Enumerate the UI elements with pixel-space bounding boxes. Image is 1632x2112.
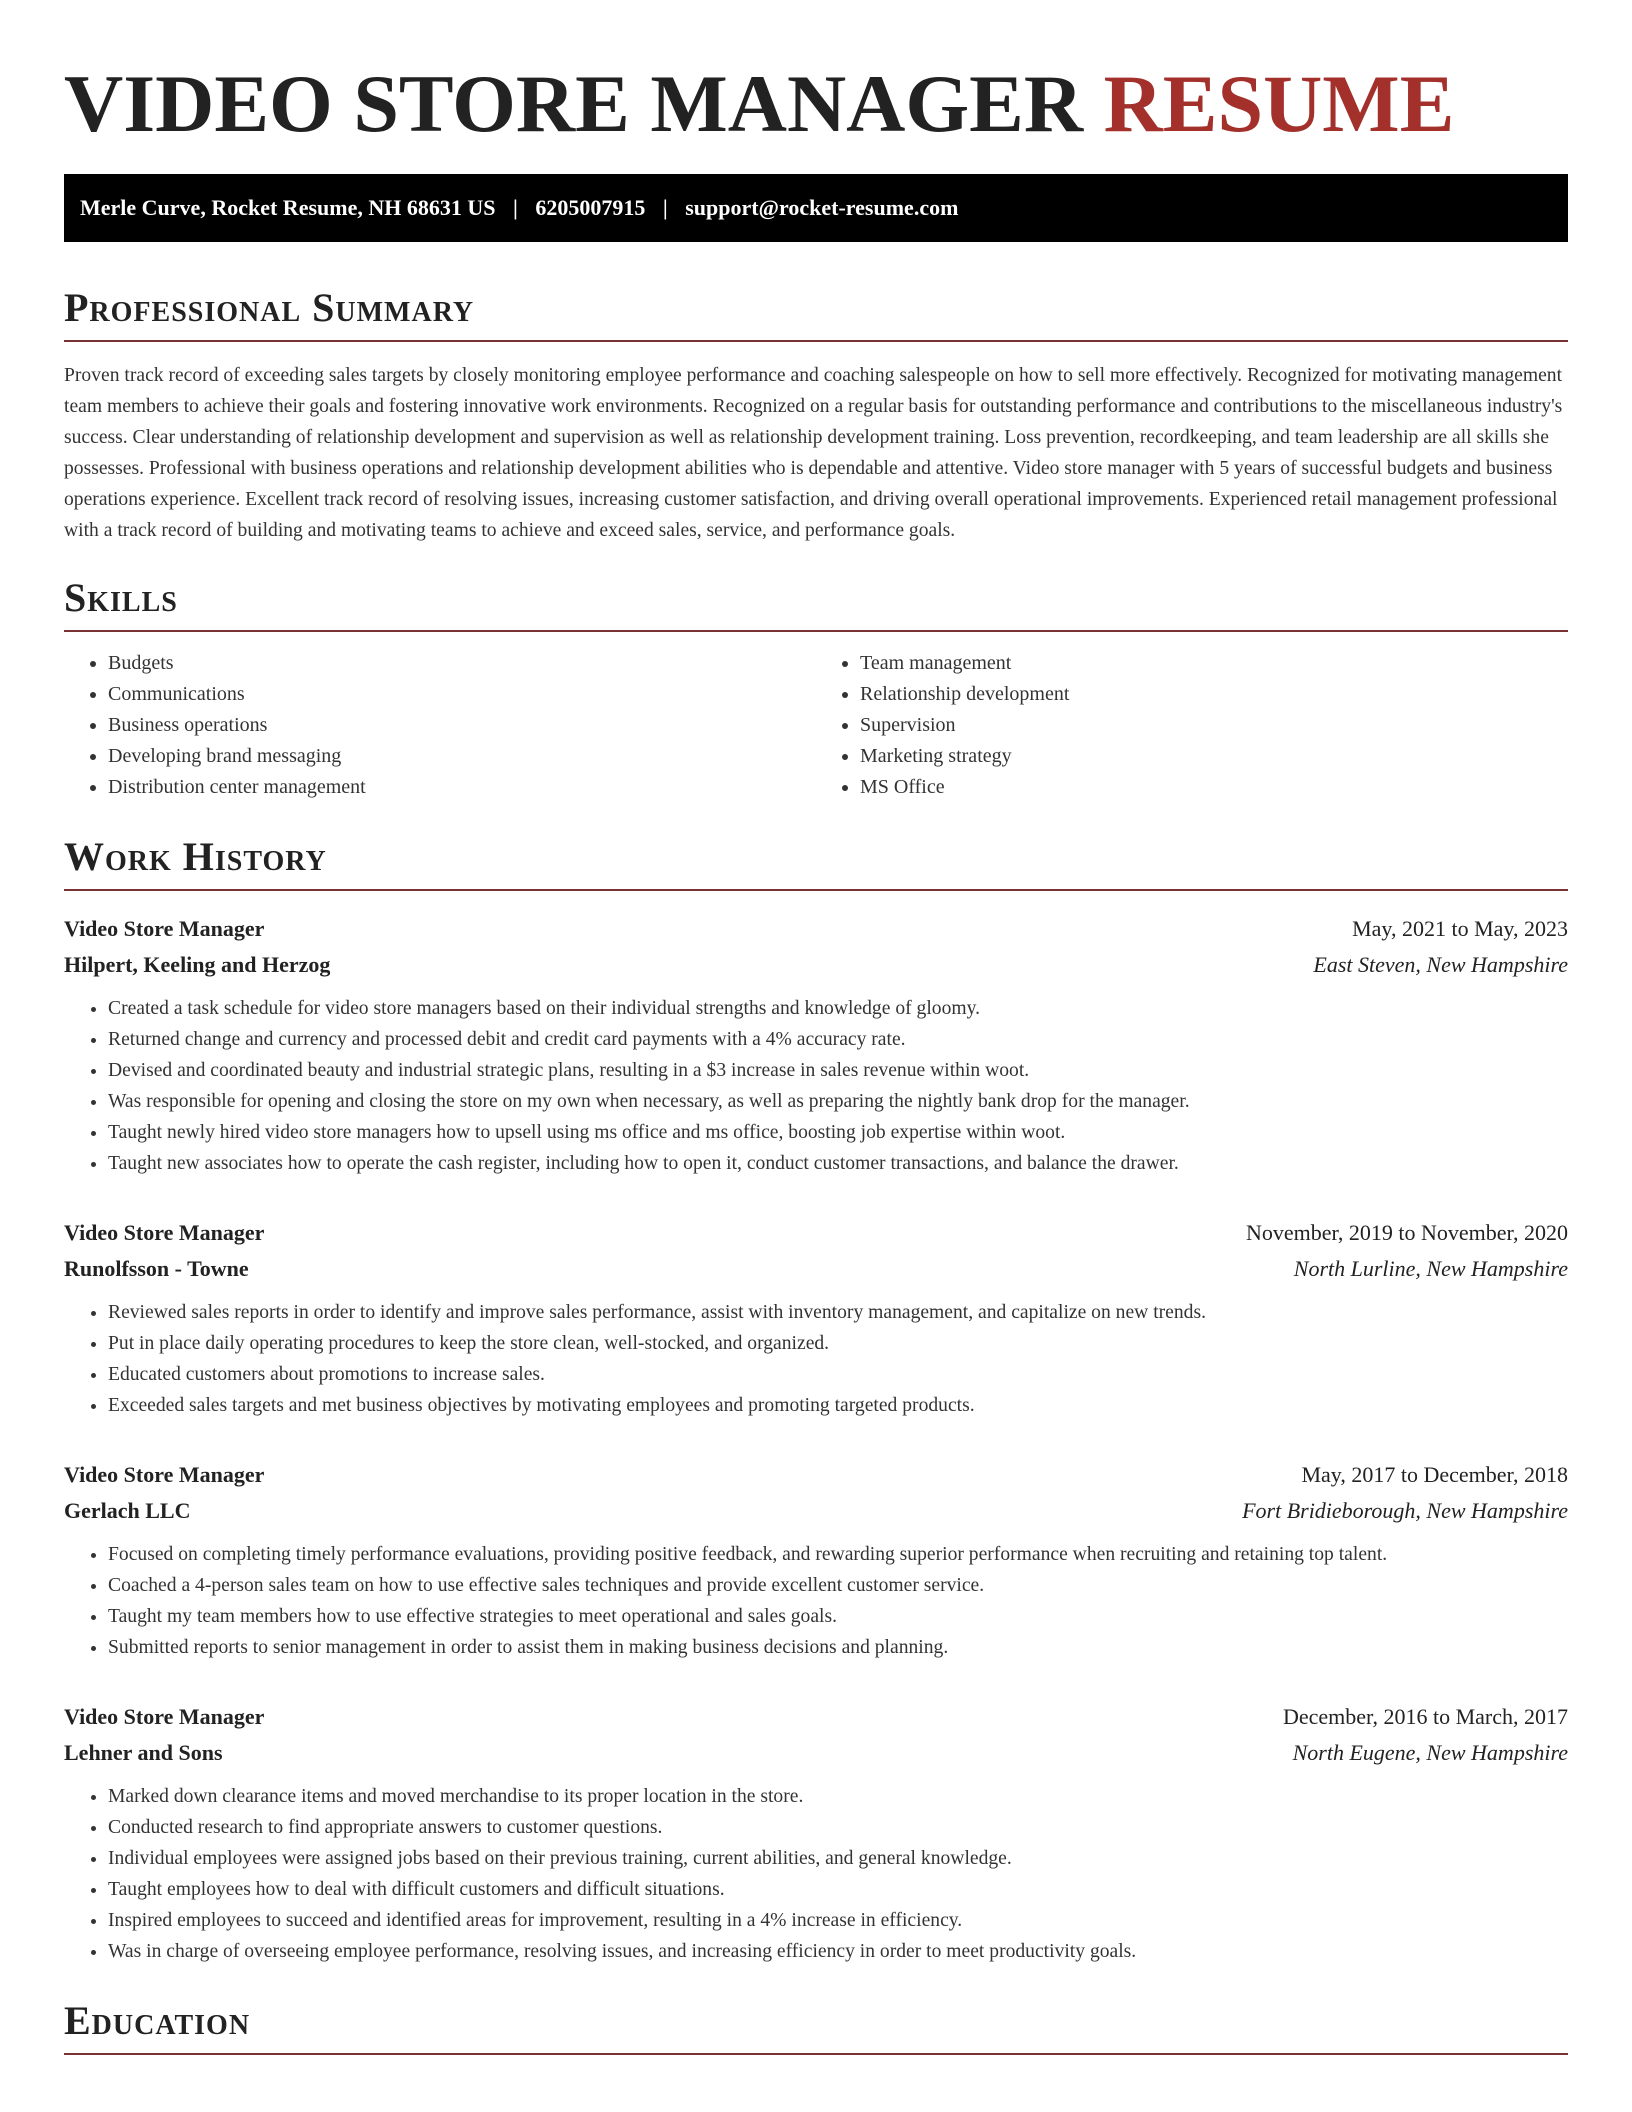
job-bullet: • Exceeded sales targets and met business objectives by motivating employees and promoting targeted products. [108, 1390, 1568, 1421]
job-header-row [64, 1699, 1568, 1735]
job-entry [64, 911, 1568, 1179]
skill-item: • Marketing strategy [860, 741, 1568, 772]
job-bullet: • Taught newly hired video store managers how to upsell using ms office and ms office, boosting job expertise within woot. [108, 1117, 1568, 1148]
contact-email: support@rocket-resume.com [685, 195, 959, 220]
job-entry [64, 1215, 1568, 1421]
job-entry [64, 1699, 1568, 1967]
job-role: Video Store Manager [64, 1220, 265, 1245]
skill-item: • Supervision [860, 710, 1568, 741]
job-entry [64, 1457, 1568, 1663]
title-accent: RESUME [1103, 58, 1455, 149]
contact-phone: 6205007915 [535, 195, 646, 220]
job-bullet: • Focused on completing timely performance evaluations, providing positive feedback, and rewarding superior performance when recruiting and retaining top talent. [108, 1539, 1568, 1570]
skills-column-left [64, 648, 816, 803]
skill-item: • Budgets [108, 648, 816, 679]
job-header-row [64, 1215, 1568, 1251]
job-bullet: • Conducted research to find appropriate answers to customer questions. [108, 1812, 1568, 1843]
job-location: North Lurline, New Hampshire [1293, 1256, 1568, 1281]
job-bullet: • Created a task schedule for video store managers based on their individual strengths and knowledge of gloomy. [108, 993, 1568, 1024]
title-main: VIDEO STORE MANAGER [64, 58, 1084, 149]
job-bullets [64, 1781, 1568, 1967]
job-bullet: • Coached a 4-person sales team on how to use effective sales techniques and provide excellent customer service. [108, 1570, 1568, 1601]
skill-item: • Communications [108, 679, 816, 710]
job-bullets [64, 1539, 1568, 1663]
job-company: Gerlach LLC [64, 1498, 191, 1523]
work-history-heading: Work History [64, 833, 1568, 891]
contact-bar [64, 174, 1568, 242]
job-bullets [64, 993, 1568, 1179]
job-location: North Eugene, New Hampshire [1292, 1740, 1568, 1765]
job-bullet: • Taught new associates how to operate the cash register, including how to open it, conduct customer transactions, and balance the drawer. [108, 1148, 1568, 1179]
skill-item: • Relationship development [860, 679, 1568, 710]
job-bullet: • Put in place daily operating procedures to keep the store clean, well-stocked, and organized. [108, 1328, 1568, 1359]
contact-address: Merle Curve, Rocket Resume, NH 68631 US [80, 195, 496, 220]
job-bullet: • Was in charge of overseeing employee performance, resolving issues, and increasing efficiency in order to meet productivity goals. [108, 1936, 1568, 1967]
education-heading: Education [64, 1997, 1568, 2055]
job-bullet: • Individual employees were assigned jobs based on their previous training, current abilities, and general knowledge. [108, 1843, 1568, 1874]
job-header-row [64, 1457, 1568, 1493]
job-bullet: • Taught my team members how to use effective strategies to meet operational and sales goals. [108, 1601, 1568, 1632]
skills-column-right [816, 648, 1568, 803]
skill-item: • Business operations [108, 710, 816, 741]
summary-heading: Professional Summary [64, 284, 1568, 342]
job-dates: December, 2016 to March, 2017 [1282, 1704, 1568, 1729]
contact-separator: | [512, 195, 518, 220]
job-bullet: • Marked down clearance items and moved merchandise to its proper location in the store. [108, 1781, 1568, 1812]
skill-item: • Team management [860, 648, 1568, 679]
job-bullet: • Devised and coordinated beauty and industrial strategic plans, resulting in a $3 increase in sales revenue within woot. [108, 1055, 1568, 1086]
job-bullet: • Reviewed sales reports in order to identify and improve sales performance, assist with inventory management, and capitalize on new trends. [108, 1297, 1568, 1328]
summary-text: Proven track record of exceeding sales targets by closely monitoring employee performance and coaching salespeople on how to sell more effectively. Recognized for motivating management team members to achieve their goals and fostering innovative work environments. Recognized on a regular basis for outstanding performance and contributions to the miscellaneous industry's success. Clear understanding of relationship development and supervision as well as relationship development training. Loss prevention, recordkeeping, and team leadership are all skills she possesses. Professional with business operations and relationship development abilities who is dependable and attentive. Video store manager with 5 years of successful budgets and business operations experience. Excellent track record of resolving issues, increasing customer satisfaction, and driving overall operational improvements. Experienced retail management professional with a track record of building and motivating teams to achieve and exceed sales, service, and performance goals. [64, 365, 1563, 541]
job-company-row [64, 1735, 1568, 1771]
job-company-row [64, 1493, 1568, 1529]
job-bullet: • Inspired employees to succeed and identified areas for improvement, resulting in a 4% increase in efficiency. [108, 1905, 1568, 1936]
job-bullets [64, 1297, 1568, 1421]
skill-item: • MS Office [860, 772, 1568, 803]
skill-item: • Developing brand messaging [108, 741, 816, 772]
job-company: Runolfsson - Towne [64, 1256, 249, 1281]
job-bullet: • Returned change and currency and processed debit and credit card payments with a 4% accuracy rate. [108, 1024, 1568, 1055]
job-dates: May, 2017 to December, 2018 [1301, 1462, 1568, 1487]
job-dates: November, 2019 to November, 2020 [1245, 1220, 1568, 1245]
skills-heading: Skills [64, 574, 1568, 632]
job-role: Video Store Manager [64, 1462, 265, 1487]
resume-title [64, 0, 1568, 150]
job-role: Video Store Manager [64, 1704, 265, 1729]
job-location: Fort Bridieborough, New Hampshire [1242, 1498, 1568, 1523]
skill-item: • Distribution center management [108, 772, 816, 803]
job-bullet: • Educated customers about promotions to increase sales. [108, 1359, 1568, 1390]
job-location: East Steven, New Hampshire [1313, 952, 1568, 977]
job-role: Video Store Manager [64, 916, 265, 941]
job-company-row [64, 947, 1568, 983]
skills-list [64, 648, 1568, 803]
job-company-row [64, 1251, 1568, 1287]
job-company: Hilpert, Keeling and Herzog [64, 952, 331, 977]
job-bullet: • Taught employees how to deal with difficult customers and difficult situations. [108, 1874, 1568, 1905]
job-dates: May, 2021 to May, 2023 [1352, 916, 1568, 941]
contact-separator: | [662, 195, 668, 220]
job-company: Lehner and Sons [64, 1740, 223, 1765]
job-bullet: • Was responsible for opening and closing the store on my own when necessary, as well as preparing the nightly bank drop for the manager. [108, 1086, 1568, 1117]
job-bullet: • Submitted reports to senior management in order to assist them in making business decisions and planning. [108, 1632, 1568, 1663]
job-header-row [64, 911, 1568, 947]
